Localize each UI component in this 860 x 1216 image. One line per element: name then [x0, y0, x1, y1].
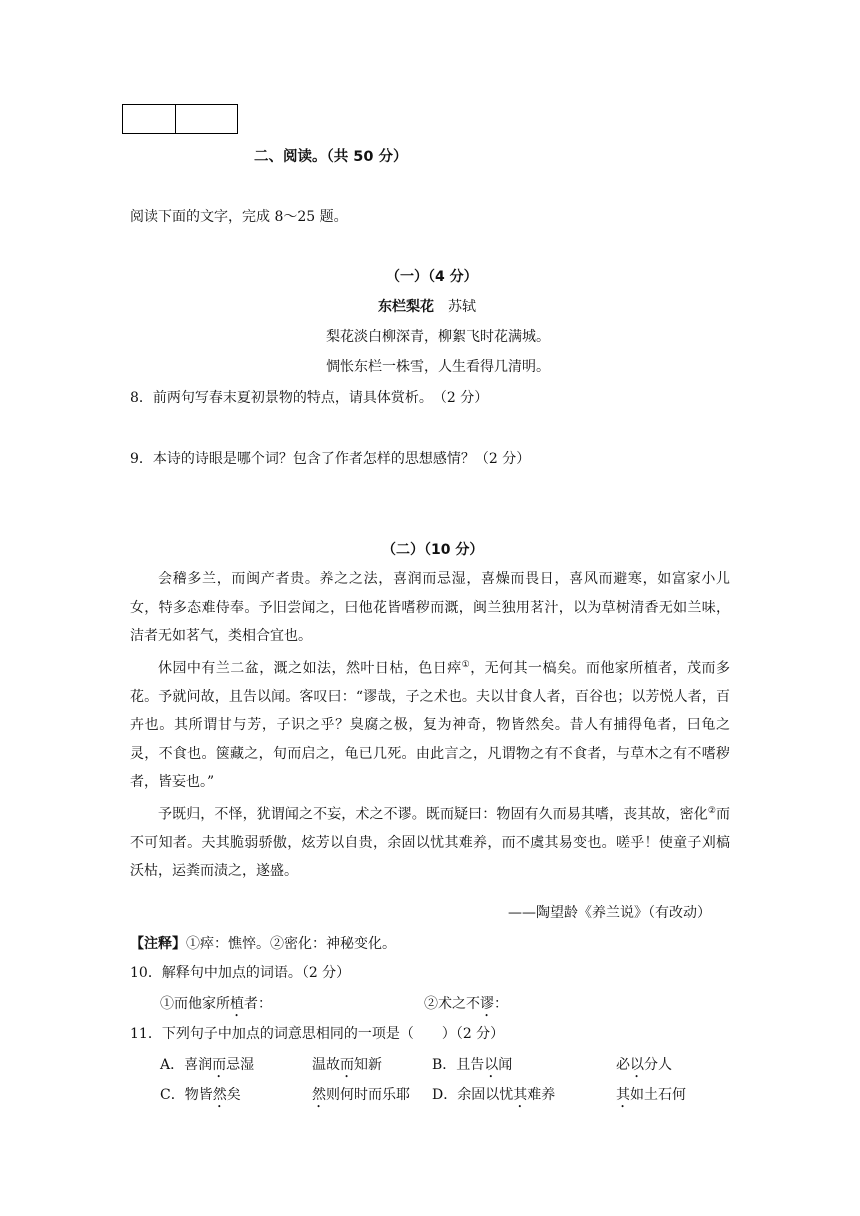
poem-author: 苏轼: [448, 299, 476, 315]
opt-c1-dotted: 然: [212, 1087, 227, 1103]
poem-title: 东栏梨花: [378, 299, 434, 315]
opt-d1-pre: D．余固以忧: [432, 1087, 514, 1103]
opt-a1-post: 忌湿: [226, 1057, 255, 1073]
score-cell-value: [176, 105, 237, 133]
section-instruction: 阅读下面的文字，完成 8～25 题。: [130, 209, 348, 225]
section-title: 二、阅读。（共 50 分）: [254, 149, 408, 165]
option-a-2: [312, 1054, 382, 1081]
opt-a2-post: 知新: [354, 1057, 382, 1073]
notes: [130, 933, 396, 953]
p2-text-b: ，无何其一槁矣。而他家所植者，茂而多花。予就问故，且告以闻。客叹曰：“谬哉，子之术也。夫以甘食人者，百谷也；以芳悦人者，百卉也。其所谓甘与芳，子识之乎？臭腐之极，复为神奇，物皆然矣。昔人有捕得龟者，曰龟之灵，不食也。箧藏之，旬而启之，龟已几死。由此言之，凡谓物之有不食者，与草木之有不嗜秽者，皆妄也。”: [130, 660, 730, 791]
note-ref-1: ①: [461, 659, 471, 670]
p3-text-b: 而不可知者。夫其脆弱骄傲，炫芳以自贵，余固以忧其难养，而不虞其易变也。嗟乎！使童子刈槁沃枯，运粪而渍之，遂盛。: [130, 806, 730, 880]
option-b-2: [616, 1054, 672, 1081]
opt-b1-pre: B．且告: [432, 1057, 485, 1073]
option-c-1: [160, 1084, 241, 1111]
passage-source: ——陶望龄《养兰说》（有改动）: [508, 905, 711, 921]
option-a-1: [160, 1054, 254, 1081]
question-8: 8．前两句写春末夏初景物的特点，请具体赏析。 （2 分）: [130, 390, 489, 406]
option-c-2: [312, 1084, 410, 1111]
opt-b1-post: 闻: [498, 1057, 513, 1073]
q10-item-2-pre: ②术之不: [424, 996, 480, 1012]
p3-text-a: 予既归，不怿，犹谓闻之不妄，术之不谬。既而疑曰：物固有久而易其嗜，丧其故，密化: [158, 806, 708, 823]
poem-line-1: 梨花淡白柳深青，柳絮飞时花满城。: [326, 329, 550, 345]
q10-item-2-post: ：: [494, 996, 508, 1012]
q10-item-1: [160, 993, 272, 1020]
question-10: 10．解释句中加点的词语。（2 分）: [130, 965, 351, 981]
score-cell-label: [123, 105, 176, 133]
opt-a2-pre: 温故: [312, 1057, 340, 1073]
q10-item-1-post: 者：: [244, 996, 272, 1012]
question-11: 11．下列句子中加点的词意思相同的一项是（ ）（2 分）: [130, 1026, 505, 1042]
opt-b2-pre: 必: [616, 1057, 630, 1073]
notes-label: 【注释】: [130, 936, 186, 952]
opt-c1-pre: C．物皆: [160, 1087, 213, 1103]
opt-d1-post: 难养: [527, 1087, 556, 1103]
option-d-1: [432, 1084, 555, 1111]
opt-b2-post: 分人: [644, 1057, 672, 1073]
note-ref-2: ②: [707, 805, 716, 816]
opt-c1-post: 矣: [226, 1087, 241, 1103]
opt-b1-dotted: 以: [484, 1057, 499, 1073]
option-b-1: [432, 1054, 512, 1081]
q10-item-1-dotted: 植: [230, 996, 244, 1012]
opt-c2-dotted: 然: [312, 1087, 326, 1103]
opt-d1-dotted: 其: [513, 1087, 528, 1103]
notes-text: ①瘁：憔悴。②密化：神秘变化。: [186, 936, 396, 952]
opt-d2-dotted: 其: [616, 1087, 630, 1103]
passage: [130, 565, 730, 886]
passage-paragraph-2: [130, 651, 730, 797]
question-9: 9．本诗的诗眼是哪个词？包含了作者怎样的思想感情？（2 分）: [130, 451, 531, 467]
passage-paragraph-3: [130, 797, 730, 886]
q10-item-1-pre: ①而他家所: [160, 996, 230, 1012]
score-box: [122, 104, 238, 134]
p2-text-a: 休园中有兰二盆，溉之如法，然叶日枯，色日瘁: [158, 660, 462, 677]
part2-header: （二）（10 分）: [382, 542, 484, 558]
poem-heading: [378, 296, 476, 316]
opt-b2-dotted: 以: [630, 1057, 644, 1073]
opt-d2-post: 如土石何: [630, 1087, 686, 1103]
opt-a1-pre: A．喜润: [160, 1057, 213, 1073]
poem-line-2: 惆怅东栏一株雪，人生看得几清明。: [326, 359, 550, 375]
passage-paragraph-1: 会稽多兰，而闽产者贵。养之之法，喜润而忌湿，喜燥而畏日，喜风而避寒，如富家小儿女，特多态难侍奉。予旧尝闻之，曰他花皆嗜秽而溉，闽兰独用茗汁，以为草树清香无如兰味，洁者无如茗气，类相合宜也。: [130, 571, 730, 644]
q10-item-2: [424, 993, 508, 1020]
opt-a1-dotted: 而: [212, 1057, 227, 1073]
opt-a2-dotted: 而: [340, 1057, 354, 1073]
opt-c2-post: 则何时而乐耶: [326, 1087, 410, 1103]
q10-item-2-dotted: 谬: [480, 996, 494, 1012]
option-d-2: [616, 1084, 686, 1111]
part1-header: （一）（4 分）: [386, 269, 478, 285]
